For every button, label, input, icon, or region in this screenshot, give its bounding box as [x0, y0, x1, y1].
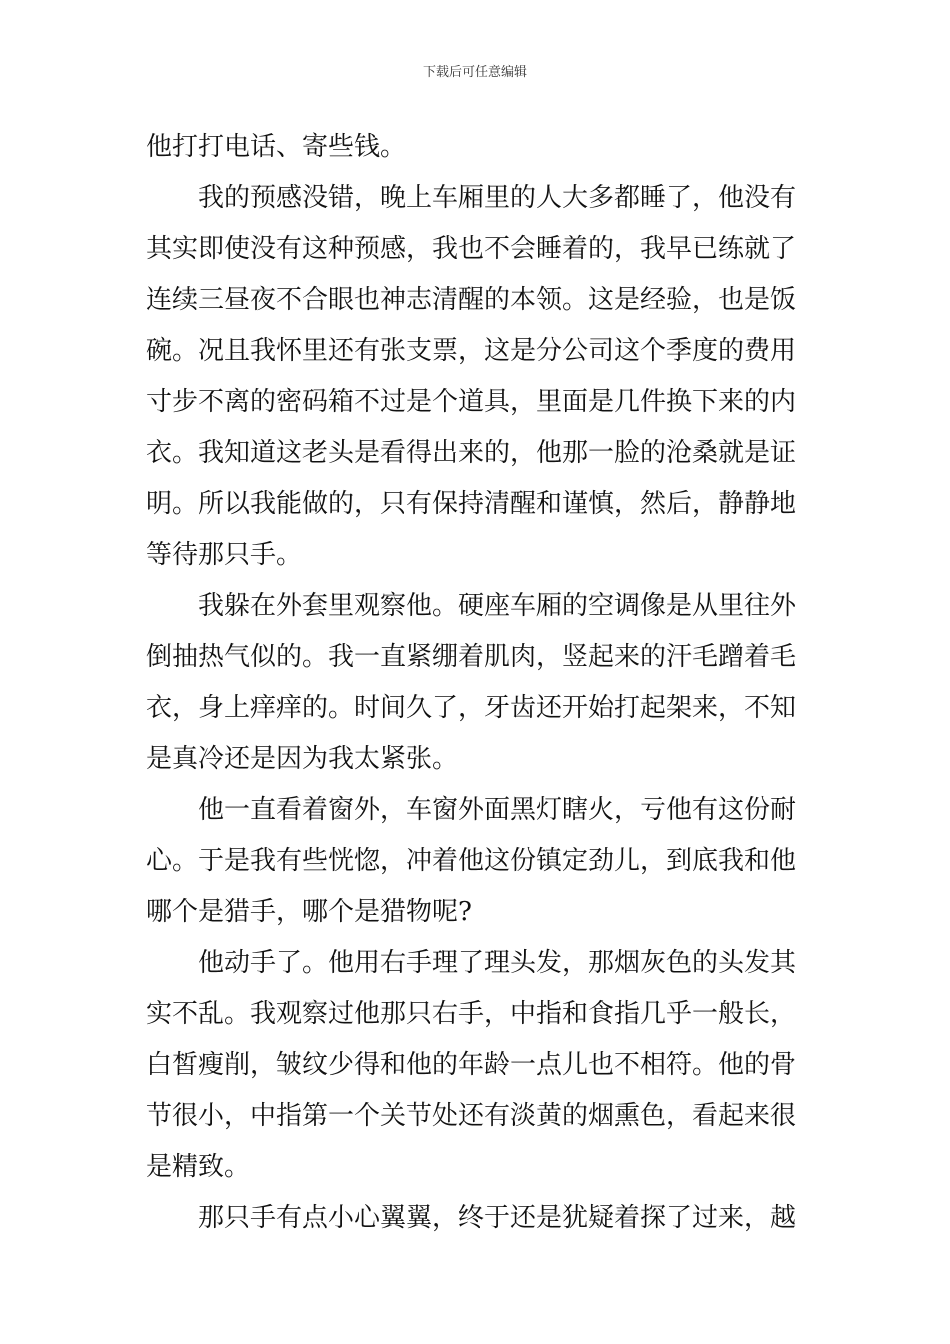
text-line: 他一直看着窗外，车窗外面黑灯瞎火，亏他有这份耐 [198, 795, 797, 825]
text-line: 那只手有点小心翼翼，终于还是犹疑着探了过来，越 [198, 1203, 797, 1233]
text-line: 我的预感没错，晚上车厢里的人大多都睡了，他没有 [198, 183, 797, 213]
text-line: 等待那只手。 [146, 540, 303, 570]
text-line: 寸步不离的密码箱不过是个道具，里面是几件换下来的内 [146, 387, 797, 417]
text-line: 实不乱。我观察过他那只右手，中指和食指几乎一般长， [146, 999, 797, 1029]
text-line: 衣，身上痒痒的。时间久了，牙齿还开始打起架来，不知 [146, 693, 797, 723]
text-line: 他动手了。他用右手理了理头发，那烟灰色的头发其 [198, 948, 797, 978]
text-line: 其实即使没有这种预感，我也不会睡着的，我早已练就了 [146, 234, 797, 264]
text-line: 他打打电话、寄些钱。 [146, 132, 407, 162]
text-line: 我躲在外套里观察他。硬座车厢的空调像是从里往外 [198, 591, 797, 621]
text-line: 连续三昼夜不合眼也神志清醒的本领。这是经验，也是饭 [146, 285, 797, 315]
body-text [146, 122, 806, 1244]
text-line: 节很小，中指第一个关节处还有淡黄的烟熏色，看起来很 [146, 1101, 797, 1131]
text-line: 明。所以我能做的，只有保持清醒和谨慎，然后，静静地 [146, 489, 797, 519]
text-line: 倒抽热气似的。我一直紧绷着肌肉，竖起来的汗毛蹭着毛 [146, 642, 797, 672]
text-line: 哪个是猎手，哪个是猎物呢? [146, 897, 472, 927]
text-line: 心。于是我有些恍惚，冲着他这份镇定劲儿，到底我和他 [146, 846, 797, 876]
text-line: 衣。我知道这老头是看得出来的，他那一脸的沧桑就是证 [146, 438, 797, 468]
page-header: 下载后可任意编辑 [422, 65, 527, 80]
text-line: 碗。况且我怀里还有张支票，这是分公司这个季度的费用 [146, 336, 797, 366]
text-line: 白皙瘦削，皱纹少得和他的年龄一点儿也不相符。他的骨 [146, 1050, 797, 1080]
text-line: 是真冷还是因为我太紧张。 [146, 744, 459, 774]
text-line: 是精致。 [146, 1152, 251, 1182]
